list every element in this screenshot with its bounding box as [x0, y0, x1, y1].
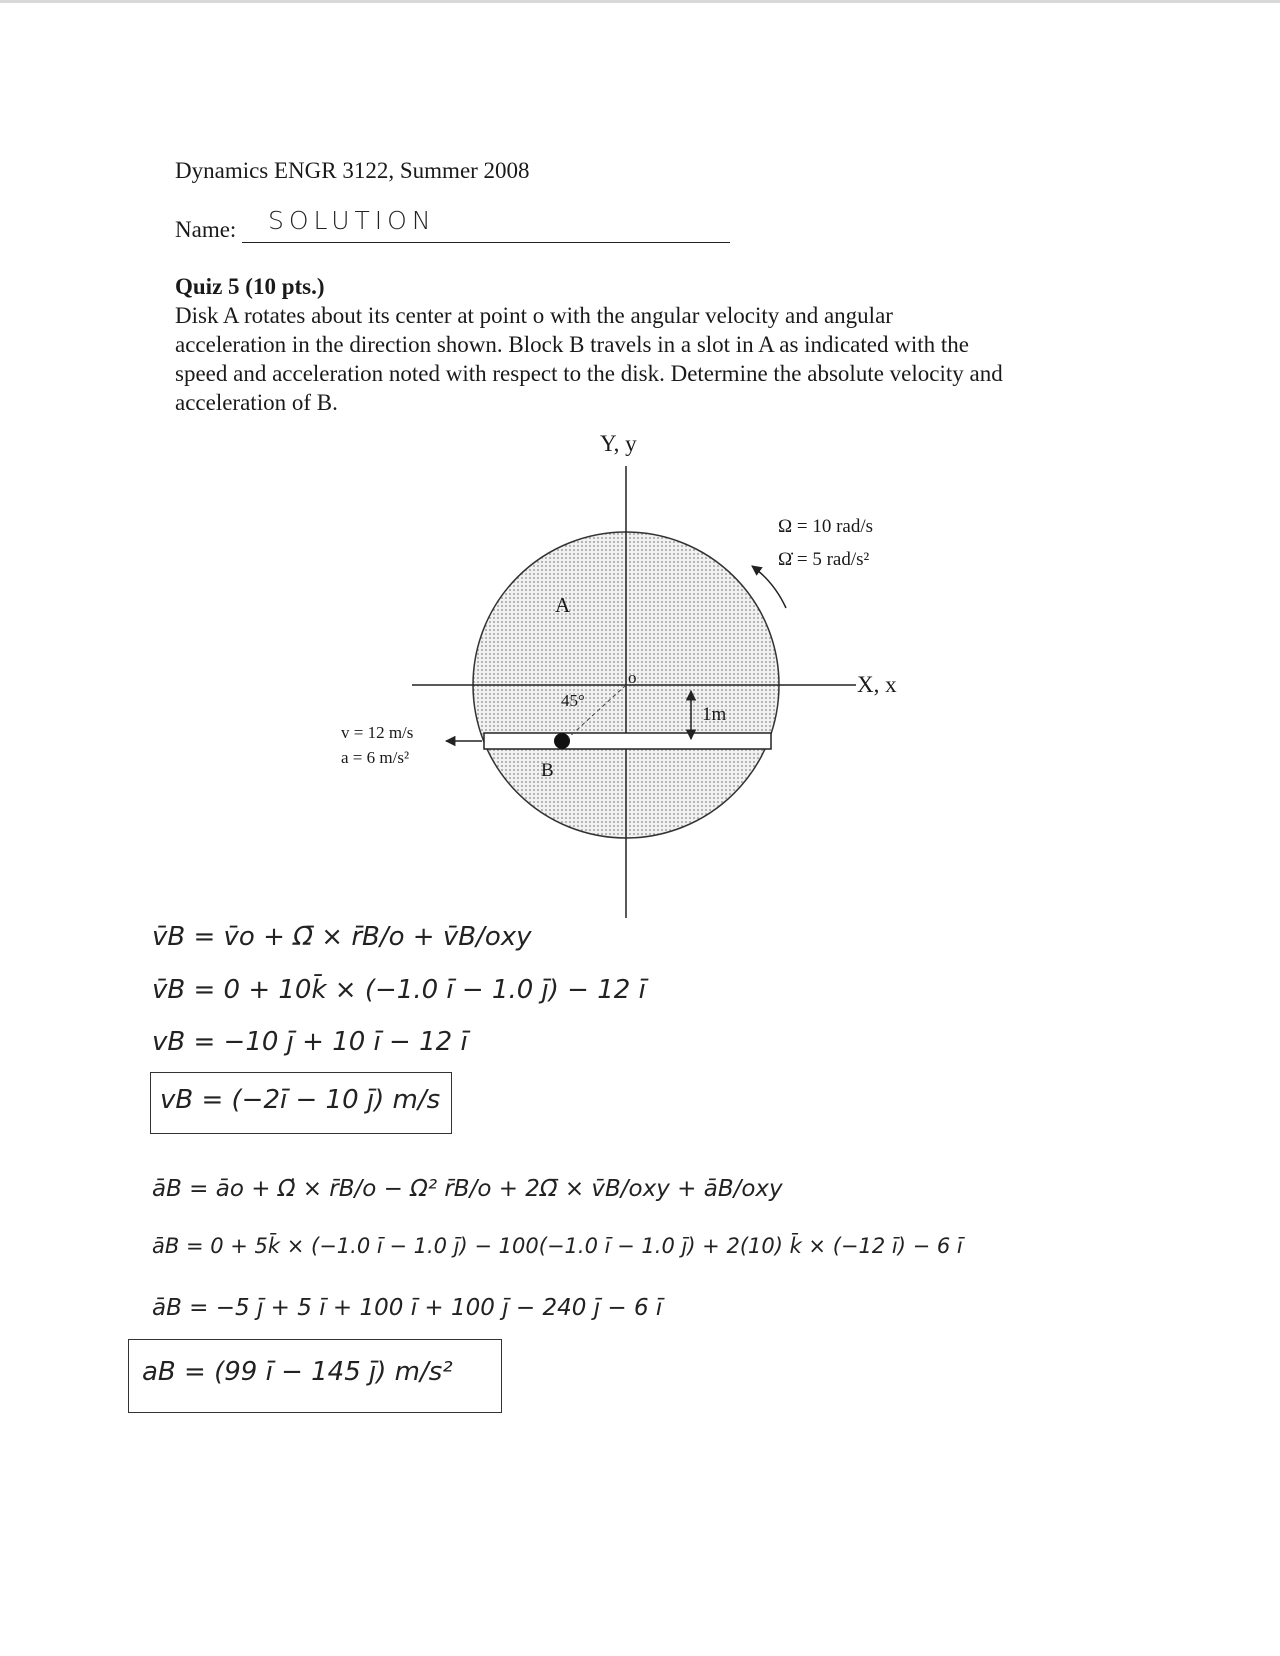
block-label: B [541, 760, 554, 781]
rel-velocity-label: v = 12 m/s [341, 723, 414, 742]
disk-label: A [555, 593, 571, 617]
problem-line: acceleration of B. [175, 390, 338, 415]
problem-line: speed and acceleration noted with respect to the disk. Determine the absolute velocity and [175, 361, 1003, 386]
omega-dot-label: Ω̇ = 5 rad/s² [778, 549, 870, 570]
slot [484, 733, 771, 749]
velocity-equation: v̄B = v̄o + Ω̄ × r̄B/o + v̄B/oxy [152, 922, 532, 952]
quiz-title: Quiz 5 (10 pts.) [175, 274, 325, 299]
rel-accel-label: a = 6 m/s² [341, 748, 410, 767]
velocity-equation: v̄B = 0 + 10k̄ × (−1.0 ī − 1.0 j̄) − 12 ī [152, 975, 646, 1005]
center-label: o [628, 668, 637, 687]
problem-line: acceleration in the direction shown. Block B travels in a slot in A as indicated with the [175, 332, 969, 357]
x-axis-label: X, x [857, 672, 897, 697]
acceleration-equation: āB = 0 + 5k̄ × (−1.0 ī − 1.0 j̄) − 100(−1.0 ī − 1.0 j̄) + 2(10) k̄ × (−12 ī) − 6 ī [152, 1234, 963, 1258]
y-axis-label: Y, y [600, 431, 637, 456]
omega-arrow [752, 566, 786, 608]
acceleration-answer: aB = (99 ī − 145 j̄) m/s² [142, 1357, 453, 1387]
acceleration-equation: āB = −5 j̄ + 5 ī + 100 ī + 100 j̄ − 240 j̄ − 6 ī [152, 1295, 663, 1321]
acceleration-equation: āB = āo + Ω̇ × r̄B/o − Ω² r̄B/o + 2Ω̄ × v̄B/oxy + āB/oxy [152, 1176, 783, 1202]
angle-label: 45° [561, 691, 585, 710]
velocity-answer: vB = (−2ī − 10 j̄) m/s [160, 1085, 441, 1115]
name-value: SOLUTION [268, 206, 436, 235]
velocity-equation: vB = −10 j̄ + 10 ī − 12 ī [152, 1027, 468, 1057]
course-title: Dynamics ENGR 3122, Summer 2008 [175, 158, 530, 183]
name-label: Name: [175, 217, 237, 242]
problem-line: Disk A rotates about its center at point o with the angular velocity and angular [175, 303, 893, 328]
offset-label: 1m [702, 704, 727, 725]
block-b [554, 733, 570, 749]
omega-label: Ω = 10 rad/s [778, 516, 874, 537]
